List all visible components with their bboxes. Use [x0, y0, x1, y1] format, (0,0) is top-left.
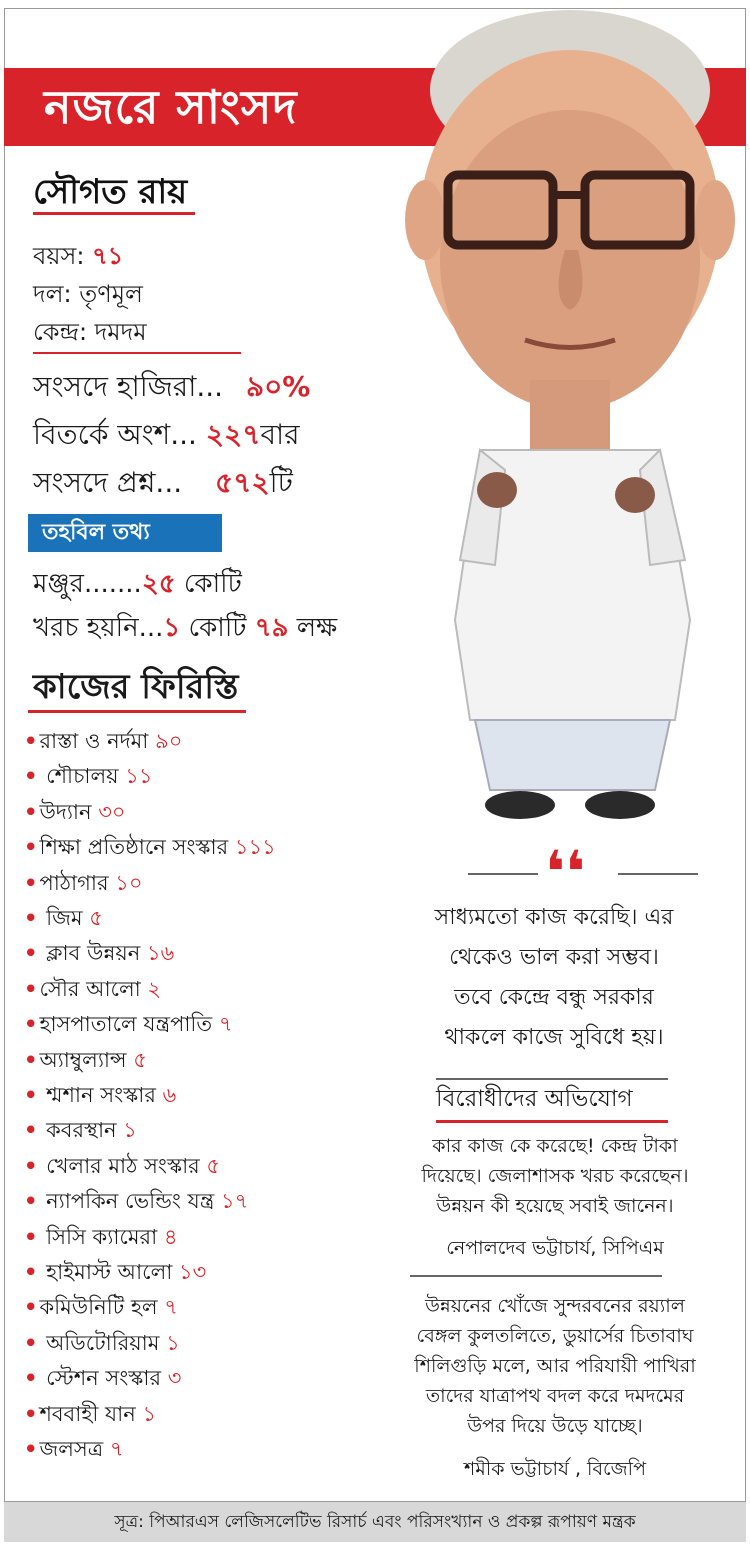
- mp-name: সৌগত রায়: [33, 172, 188, 212]
- work-label: অডিটোরিয়াম: [39, 1330, 167, 1355]
- work-count: ১৩: [179, 1260, 207, 1284]
- works-title-underline: [28, 710, 246, 713]
- unspent-mid: কোটি: [180, 613, 255, 643]
- stat-value: ৯০%: [245, 370, 311, 403]
- work-label: স্টেশন সংস্কার: [39, 1366, 168, 1391]
- work-label: শ্মশান সংস্কার: [39, 1083, 163, 1107]
- work-count: ১: [123, 1118, 137, 1143]
- bullet-icon: •: [24, 941, 38, 966]
- work-count: ১৭: [221, 1189, 249, 1214]
- work-count: ৫: [89, 906, 103, 930]
- bullet-icon: •: [24, 1260, 38, 1284]
- work-item: [24, 1363, 181, 1393]
- opposition-1-author: নেপালদেব ভট্টাচার্য, সিপিএম: [446, 1237, 664, 1259]
- sanctioned-label: মঞ্জুর.......: [33, 569, 142, 599]
- work-item: [24, 761, 152, 791]
- footer-source: সূত্র: পিআরএস লেজিসলেটিভ রিসার্চ এবং পরিসংখ্যান ও প্রকল্প রূপায়ণ মন্ত্রক: [114, 1512, 636, 1532]
- works-title: কাজের ফিরিস্তি: [33, 667, 239, 707]
- unspent-line: [33, 610, 337, 646]
- work-item: [24, 974, 161, 1004]
- work-label: ক্লাব উন্নয়ন: [39, 941, 147, 966]
- work-item: [24, 1328, 180, 1358]
- work-count: ১১: [125, 764, 153, 789]
- opposition-2-line-3: শিলিগুড়ি মলে, আর পরিযায়ী পাখিরা: [414, 1355, 696, 1377]
- stat-value: ২২৭: [205, 418, 261, 451]
- work-count: ৯০: [155, 729, 183, 753]
- bullet-icon: •: [24, 1366, 38, 1391]
- stat-label: সংসদে প্রশ্ন...: [33, 466, 183, 499]
- work-item: [24, 1222, 177, 1252]
- opposition-underline: [436, 1120, 668, 1123]
- work-count: ৫: [133, 1047, 147, 1072]
- work-count: ১১১: [234, 835, 276, 860]
- unspent-value-crore: ১: [163, 613, 181, 643]
- stat-suffix: টি: [269, 466, 293, 499]
- opposition-2-line-4: তাদের যাত্রাপথ বদল করে দমদমের: [425, 1385, 685, 1407]
- work-count: ৪: [163, 1224, 178, 1249]
- opposition-top-rule: [436, 1078, 668, 1080]
- work-count: ১: [142, 1401, 157, 1426]
- bullet-icon: •: [24, 729, 38, 753]
- opposition-1-line-1: কার কাজ কে করেছে! কেন্দ্র টাকা: [432, 1135, 678, 1157]
- quote-right-rule: [618, 873, 698, 875]
- work-item: [24, 1257, 206, 1287]
- quote-mark-icon: ❛❛: [545, 838, 586, 906]
- work-item: [24, 797, 126, 827]
- opposition-divider: [410, 1275, 662, 1277]
- work-item: [24, 1115, 137, 1145]
- work-count: ১: [166, 1330, 180, 1355]
- age-value: ৭১: [92, 242, 124, 270]
- work-item: [24, 726, 182, 756]
- work-label: শববাহী যান: [39, 1401, 143, 1426]
- stat-value: ৫৭২: [215, 466, 270, 499]
- quote-line-3: তবে কেন্দ্রে বন্ধু সরকার: [454, 985, 654, 1010]
- party-line: দল: তৃণমূল: [33, 280, 143, 308]
- bullet-icon: •: [24, 1047, 38, 1072]
- opposition-2-line-1: উন্নয়নের খোঁজে সুন্দরবনের রয়্যাল: [425, 1295, 685, 1317]
- bullet-icon: •: [24, 870, 38, 895]
- work-label: উদ্যান: [39, 799, 99, 824]
- work-count: ২: [147, 976, 162, 1001]
- work-label: শৌচালয়: [39, 764, 126, 789]
- bullet-icon: •: [24, 835, 38, 860]
- bullet-icon: •: [24, 799, 38, 824]
- debate-stat: [33, 416, 300, 454]
- opposition-2-line-5: উপর দিয়ে উড়ে যাচ্ছে।: [467, 1415, 643, 1437]
- unspent-label: খরচ হয়নি...: [33, 613, 164, 643]
- info-divider: [33, 352, 241, 354]
- work-count: ১০: [115, 870, 143, 895]
- bullet-icon: •: [24, 1153, 38, 1178]
- work-item: [24, 1292, 178, 1322]
- work-label: সৌর আলো: [39, 976, 148, 1001]
- work-count: ৭: [218, 1012, 233, 1037]
- mp-portrait-illustration: [400, 0, 740, 830]
- bullet-icon: •: [24, 906, 38, 930]
- opposition-1-line-3: উন্নয়ন কী হয়েছে সবাই জানেন।: [436, 1195, 674, 1217]
- work-item: [24, 903, 103, 933]
- work-item: [24, 832, 276, 862]
- age-line: [33, 240, 123, 272]
- unspent-value-lakh: ৭৯: [254, 613, 289, 643]
- bullet-icon: •: [24, 1224, 38, 1249]
- work-label: জলসত্র: [39, 1437, 110, 1461]
- banner-title: নজরে সাংসদ: [44, 80, 298, 134]
- work-label: কবরস্থান: [39, 1118, 124, 1143]
- work-label: হাইমাস্ট আলো: [39, 1260, 179, 1284]
- work-label: সিসি ক্যামেরা: [39, 1224, 164, 1249]
- stat-suffix: বার: [260, 418, 300, 451]
- fund-heading: তহবিল তথ্য: [42, 520, 150, 545]
- age-label: বয়স:: [33, 242, 85, 270]
- sanctioned-unit: কোটি: [175, 569, 242, 599]
- work-label: রাস্তা ও নর্দমা: [39, 729, 156, 753]
- work-count: ১৬: [146, 941, 175, 966]
- stat-label: বিতর্কে অংশ...: [33, 418, 197, 451]
- work-count: ৩: [167, 1366, 182, 1391]
- bullet-icon: •: [24, 1401, 38, 1426]
- quote-line-2: থেকেও ভাল করা সম্ভব।: [449, 945, 659, 970]
- work-count: ৭: [109, 1437, 124, 1461]
- name-underline: [33, 212, 195, 215]
- work-item: [24, 1009, 233, 1039]
- bullet-icon: •: [24, 764, 38, 789]
- work-label: খেলার মাঠ সংস্কার: [39, 1153, 207, 1178]
- work-label: জিম: [39, 906, 90, 930]
- bullet-icon: •: [24, 1295, 38, 1320]
- bullet-icon: •: [24, 1118, 38, 1143]
- bullet-icon: •: [24, 1083, 38, 1107]
- work-item: [24, 1045, 147, 1075]
- quote-line-1: সাধ্যমতো কাজ করেছি। এর: [434, 905, 674, 930]
- unspent-unit: লক্ষ: [288, 613, 338, 643]
- work-item: [24, 1151, 220, 1181]
- work-count: ৩০: [98, 799, 126, 824]
- opposition-2-line-2: বেঙ্গল কুলতলিতে, ডুয়ার্সের চিতাবাঘ: [416, 1325, 694, 1347]
- bullet-icon: •: [24, 976, 38, 1001]
- opposition-1-line-2: দিয়েছে। জেলাশাসক খরচ করেছেন।: [421, 1165, 689, 1187]
- work-label: ন্যাপকিন ভেন্ডিং যন্ত্র: [39, 1189, 222, 1214]
- attendance-stat: [33, 368, 310, 406]
- work-label: অ্যাম্বুল্যান্স: [39, 1047, 134, 1072]
- quote-left-rule: [468, 873, 538, 875]
- work-label: শিক্ষা প্রতিষ্ঠানে সংস্কার: [39, 835, 235, 860]
- work-item: [24, 1434, 124, 1464]
- opposition-2-author: শমীক ভট্টাচার্য , বিজেপি: [463, 1458, 646, 1480]
- work-label: হাসপাতালে যন্ত্রপাতি: [39, 1012, 219, 1037]
- work-count: ৭: [164, 1295, 178, 1320]
- work-item: [24, 868, 142, 898]
- work-count: ৬: [162, 1083, 177, 1107]
- work-count: ৫: [206, 1153, 221, 1178]
- sanctioned-line: [33, 566, 242, 602]
- opposition-heading: বিরোধীদের অভিযোগ: [436, 1086, 633, 1112]
- bullet-icon: •: [24, 1189, 38, 1214]
- work-item: [24, 938, 174, 968]
- work-item: [24, 1186, 248, 1216]
- work-item: [24, 1399, 156, 1429]
- work-label: পাঠাগার: [39, 870, 116, 895]
- bullet-icon: •: [24, 1330, 38, 1355]
- stat-label: সংসদে হাজিরা...: [33, 370, 224, 403]
- quote-line-4: থাকলে কাজে সুবিধে হয়।: [444, 1025, 664, 1050]
- work-item: [24, 1080, 176, 1110]
- sanctioned-value: ২৫: [141, 569, 176, 599]
- questions-stat: [33, 464, 293, 502]
- constituency-line: কেন্দ্র: দমদম: [33, 318, 147, 346]
- bullet-icon: •: [24, 1437, 38, 1461]
- bullet-icon: •: [24, 1012, 38, 1037]
- work-label: কমিউনিটি হল: [39, 1295, 165, 1320]
